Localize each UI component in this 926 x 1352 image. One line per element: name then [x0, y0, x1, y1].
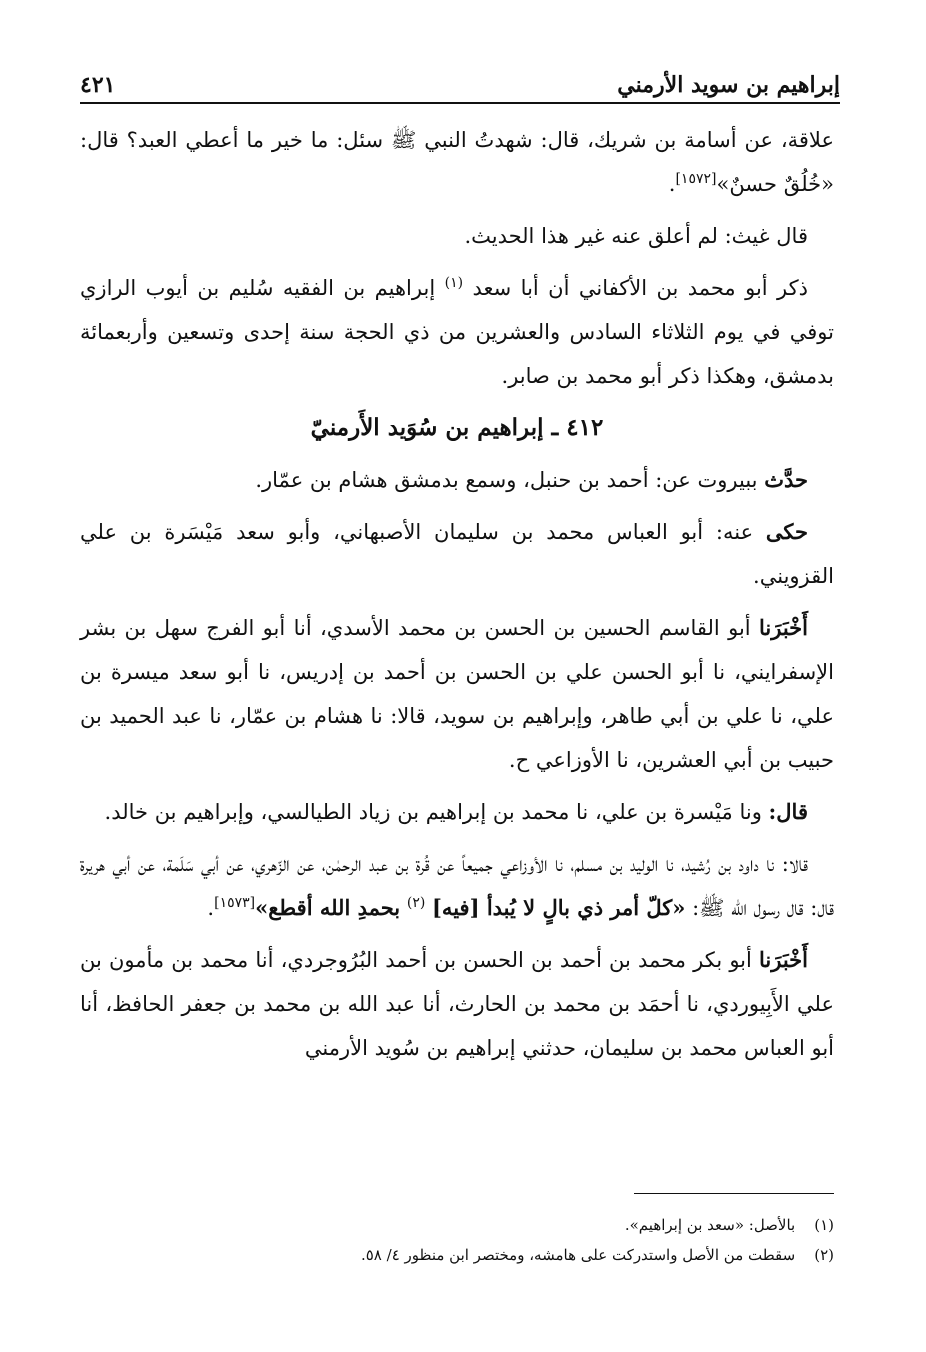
- hadith-quote-b: بحمدِ الله أقطع»: [255, 895, 401, 920]
- hadith-ref-1573: [١٥٧٣]: [214, 895, 256, 911]
- footnote-divider: [634, 1193, 834, 1194]
- paragraph-3: [80, 266, 834, 398]
- footnote-item: [80, 1240, 834, 1270]
- paragraph-9: [80, 938, 834, 1070]
- paragraph-1-text: علاقة، عن أسامة بن شريك، قال: شهدتُ النبي ﷺ سئل: ما خير ما أعطي العبد؟ قال: «خُلُقٌ حسنٌ»: [80, 128, 834, 196]
- paragraph-8: [80, 842, 834, 930]
- footnote-ref-2: (٢): [406, 895, 426, 911]
- footnotes: [80, 1210, 834, 1270]
- footnote-number: (١): [814, 1216, 834, 1234]
- hadith-ref-1572: [١٥٧٢]: [675, 171, 717, 187]
- paragraph-7-text: ونا مَيْسرة بن علي، نا محمد بن إبراهيم بن زياد الطيالسي، وإبراهيم بن خالد.: [104, 800, 762, 824]
- footnote-ref-1: (١): [444, 275, 464, 291]
- footnote-text: سقطت من الأصل واستدركت على هامشه، ومختصر ابن منظور ٤/ ٥٨.: [360, 1246, 796, 1264]
- paragraph-6-lead: أَخْبَرَنا: [759, 615, 808, 640]
- paragraph-7: [80, 790, 834, 834]
- footnote-text: بالأصل: «سعد بن إبراهيم».: [624, 1216, 796, 1234]
- footnote-item: [80, 1210, 834, 1240]
- section-heading: ٤١٢ ـ إبراهيم بن سُوَيد الأَرمنيّ: [310, 414, 604, 441]
- paragraph-4-text: ببيروت عن: أحمد بن حنبل، وسمع بدمشق هشام بن عمّار.: [255, 468, 758, 492]
- paragraph-6: [80, 606, 834, 782]
- paragraph-9-lead: أَخْبَرَنا: [759, 947, 808, 972]
- paragraph-1: علاقة، عن أسامة بن شريك، قال: شهدتُ النبي ﷺ سئل: ما خير ما أعطي العبد؟ قال: «خُلُقٌ حسنٌ»[١٥٧٢].: [80, 128, 834, 196]
- paragraph-4-lead: حدَّث: [764, 467, 808, 492]
- page-header: [80, 58, 840, 104]
- paragraph-3-text-a: ذكر أبو محمد بن الأكفاني أن أبا سعد: [472, 276, 808, 300]
- paragraph-6-text: أبو القاسم الحسين بن الحسن بن محمد الأسدي، أنا أبو الفرج سهل بن بشر الإسفرايني، نا أبو الحسن علي بن الحسن بن أحمد بن إدريس، نا أبو سعد ميسرة بن علي، نا علي بن أبي طاهر، وإبراهيم بن سويد، قالا: نا هشام بن عمّار، نا عبد الحميد بن حبيب بن أبي العشرين، نا الأوزاعي ح.: [80, 616, 834, 772]
- paragraph-8-end: .: [207, 896, 215, 920]
- paragraph-7-lead: قال:: [768, 799, 808, 824]
- paragraph-5-lead: حكى: [765, 519, 808, 544]
- hadith-quote-a: «كلّ أمر ذي بالٍ لا يُبدأ [فيه]: [432, 895, 686, 920]
- footnote-number: (٢): [814, 1246, 834, 1264]
- paragraph-4: [80, 458, 834, 502]
- paragraph-9-text: أبو بكر محمد بن أحمد بن الحسن بن أحمد البُرُوجردي، أنا محمد بن مأمون بن علي الأَبِيوردي، نا أحمَد بن محمد بن الحارث، أنا عبد الله بن محمد بن جعفر الحافظ، أنا أبو العباس محمد بن سليمان، حدثني إبراهيم بن سُويد الأرمني: [80, 948, 834, 1060]
- paragraph-5-text: عنه: أبو العباس محمد بن سليمان الأصبهاني، وأبو سعد مَيْسَرة بن علي القزويني.: [80, 520, 834, 588]
- body-text: [80, 118, 834, 1078]
- paragraph-3-text-b: إبراهيم بن الفقيه سُليم بن أيوب الرازي توفي في يوم الثلاثاء السادس والعشرين من ذي الحجة سنة إحدى وتسعين وأربعمائة بدمشق، وهكذا ذكر أبو محمد بن صابر.: [80, 276, 834, 388]
- paragraph-5: [80, 510, 834, 598]
- running-title: إبراهيم بن سويد الأرمني: [617, 72, 840, 98]
- paragraph-2: قال غيث: لم أعلق عنه غير هذا الحديث.: [464, 224, 808, 248]
- paragraph-8-text: قالا: نا داود بن رُشيد، نا الوليد بن مسلم، نا الأوزاعي جميعاً عن قُرة بن عبد الرحمٰن، عن الزّهري، عن أبي سَلَمة، عن أبي هريرة قال: قال رسول الله ﷺ:: [80, 852, 834, 920]
- page-number: ٤٢١: [80, 72, 116, 98]
